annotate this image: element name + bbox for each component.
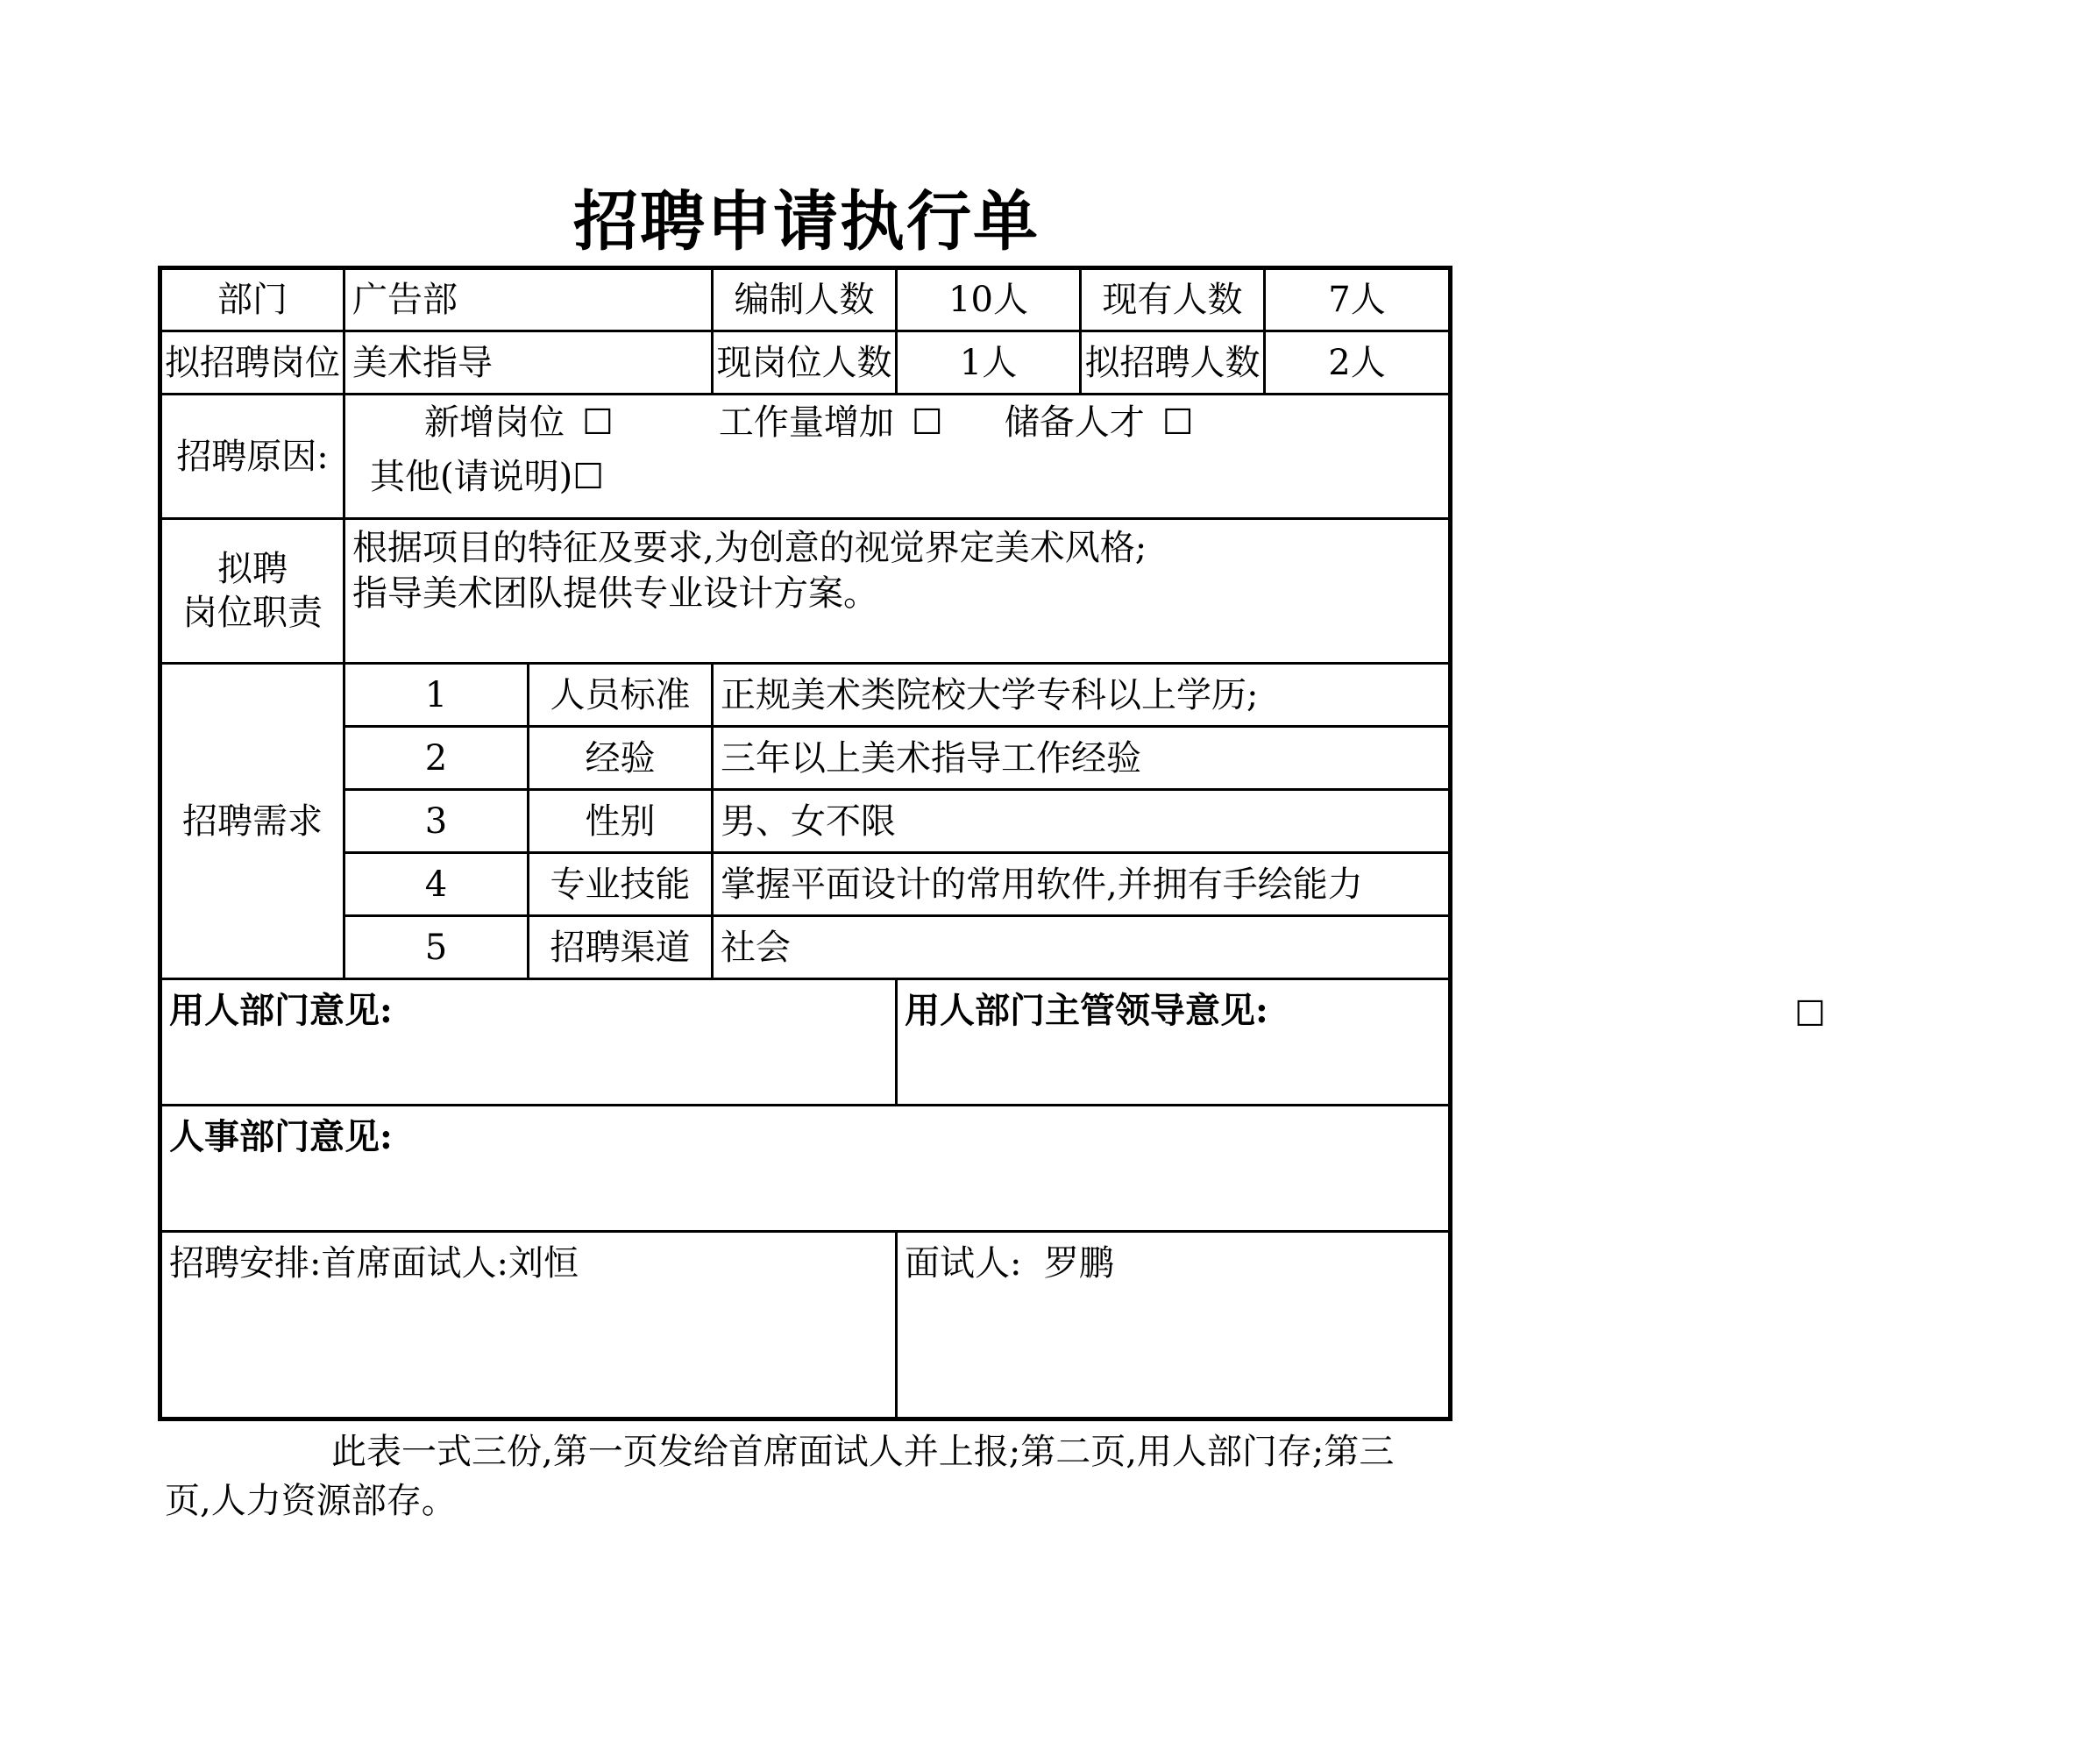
row-reason xyxy=(160,395,1451,519)
reason-new-position-checkbox[interactable]: ☐ xyxy=(582,402,614,443)
dept-value[interactable]: 广告部 xyxy=(344,268,713,331)
dept-opinion-field[interactable]: 用人部门意见: xyxy=(160,979,897,1106)
form-footnote: 此表一式三份,第一页发给首席面试人并上报;第二页,用人部门存;第三页,人力资源部存。 xyxy=(165,1432,1395,1521)
arrangement-interviewer[interactable]: 面试人: 罗鹏 xyxy=(897,1232,1451,1419)
stray-checkbox[interactable]: ☐ xyxy=(1794,994,1826,1035)
requirement-value[interactable]: 男、女不限 xyxy=(713,790,1451,853)
row-department xyxy=(160,268,1451,331)
requirement-name: 人员标准 xyxy=(529,664,713,727)
requirement-row xyxy=(160,664,1451,727)
form-title: 招聘申请执行单 xyxy=(573,184,1040,260)
requirement-value[interactable]: 三年以上美术指导工作经验 xyxy=(713,727,1451,790)
requirement-row xyxy=(160,916,1451,979)
position-count-value[interactable]: 1人 xyxy=(897,331,1081,395)
reason-new-position-label: 新增岗位 xyxy=(424,402,565,443)
reason-label: 招聘原因: xyxy=(160,395,344,519)
row-dept-opinions xyxy=(160,979,1451,1106)
row-position xyxy=(160,331,1451,395)
requirement-no: 1 xyxy=(344,664,529,727)
row-hr-opinion xyxy=(160,1106,1451,1232)
recruitment-form-table xyxy=(158,266,1452,1421)
reason-reserve-label: 储备人才 xyxy=(1004,402,1145,443)
quota-value[interactable]: 10人 xyxy=(897,268,1081,331)
duties-line-1: 根据项目的特征及要求,为创意的视觉界定美术风格; xyxy=(352,528,1147,568)
requirement-row xyxy=(160,790,1451,853)
quota-label: 编制人数 xyxy=(713,268,897,331)
dept-label: 部门 xyxy=(160,268,344,331)
requirement-no: 5 xyxy=(344,916,529,979)
duties-content[interactable] xyxy=(344,519,1451,664)
reason-other-checkbox[interactable]: ☐ xyxy=(572,457,605,497)
requirement-row xyxy=(160,853,1451,916)
duties-label xyxy=(160,519,344,664)
row-arrangement xyxy=(160,1232,1451,1419)
current-count-value[interactable]: 7人 xyxy=(1265,268,1451,331)
duties-label-line1: 拟聘 xyxy=(217,549,288,589)
requirement-name: 性别 xyxy=(529,790,713,853)
requirement-row xyxy=(160,727,1451,790)
hire-count-label: 拟招聘人数 xyxy=(1081,331,1265,395)
reason-reserve-checkbox[interactable]: ☐ xyxy=(1161,402,1194,443)
current-count-label: 现有人数 xyxy=(1081,268,1265,331)
leader-opinion-field[interactable]: 用人部门主管领导意见: xyxy=(897,979,1451,1106)
reason-other-label: 其他(请说明) xyxy=(370,457,573,497)
requirement-name: 专业技能 xyxy=(529,853,713,916)
requirement-name: 经验 xyxy=(529,727,713,790)
position-label: 拟招聘岗位 xyxy=(160,331,344,395)
duties-line-2: 指导美术团队提供专业设计方案。 xyxy=(352,573,878,614)
requirement-no: 4 xyxy=(344,853,529,916)
position-value[interactable]: 美术指导 xyxy=(344,331,713,395)
arrangement-chief-interviewer[interactable]: 招聘安排:首席面试人:刘恒 xyxy=(160,1232,897,1419)
requirement-value[interactable]: 掌握平面设计的常用软件,并拥有手绘能力 xyxy=(713,853,1451,916)
duties-label-line2: 岗位职责 xyxy=(182,593,323,633)
requirement-value[interactable]: 正规美术类院校大学专科以上学历; xyxy=(713,664,1451,727)
hr-opinion-field[interactable]: 人事部门意见: xyxy=(160,1106,1451,1232)
row-duties xyxy=(160,519,1451,664)
reason-options xyxy=(344,395,1451,519)
reason-workload-checkbox[interactable]: ☐ xyxy=(911,402,943,443)
requirement-no: 2 xyxy=(344,727,529,790)
position-count-label: 现岗位人数 xyxy=(713,331,897,395)
reason-workload-label: 工作量增加 xyxy=(718,402,894,443)
requirement-value[interactable]: 社会 xyxy=(713,916,1451,979)
requirement-name: 招聘渠道 xyxy=(529,916,713,979)
requirements-label: 招聘需求 xyxy=(160,664,344,979)
requirement-no: 3 xyxy=(344,790,529,853)
hire-count-value[interactable]: 2人 xyxy=(1265,331,1451,395)
